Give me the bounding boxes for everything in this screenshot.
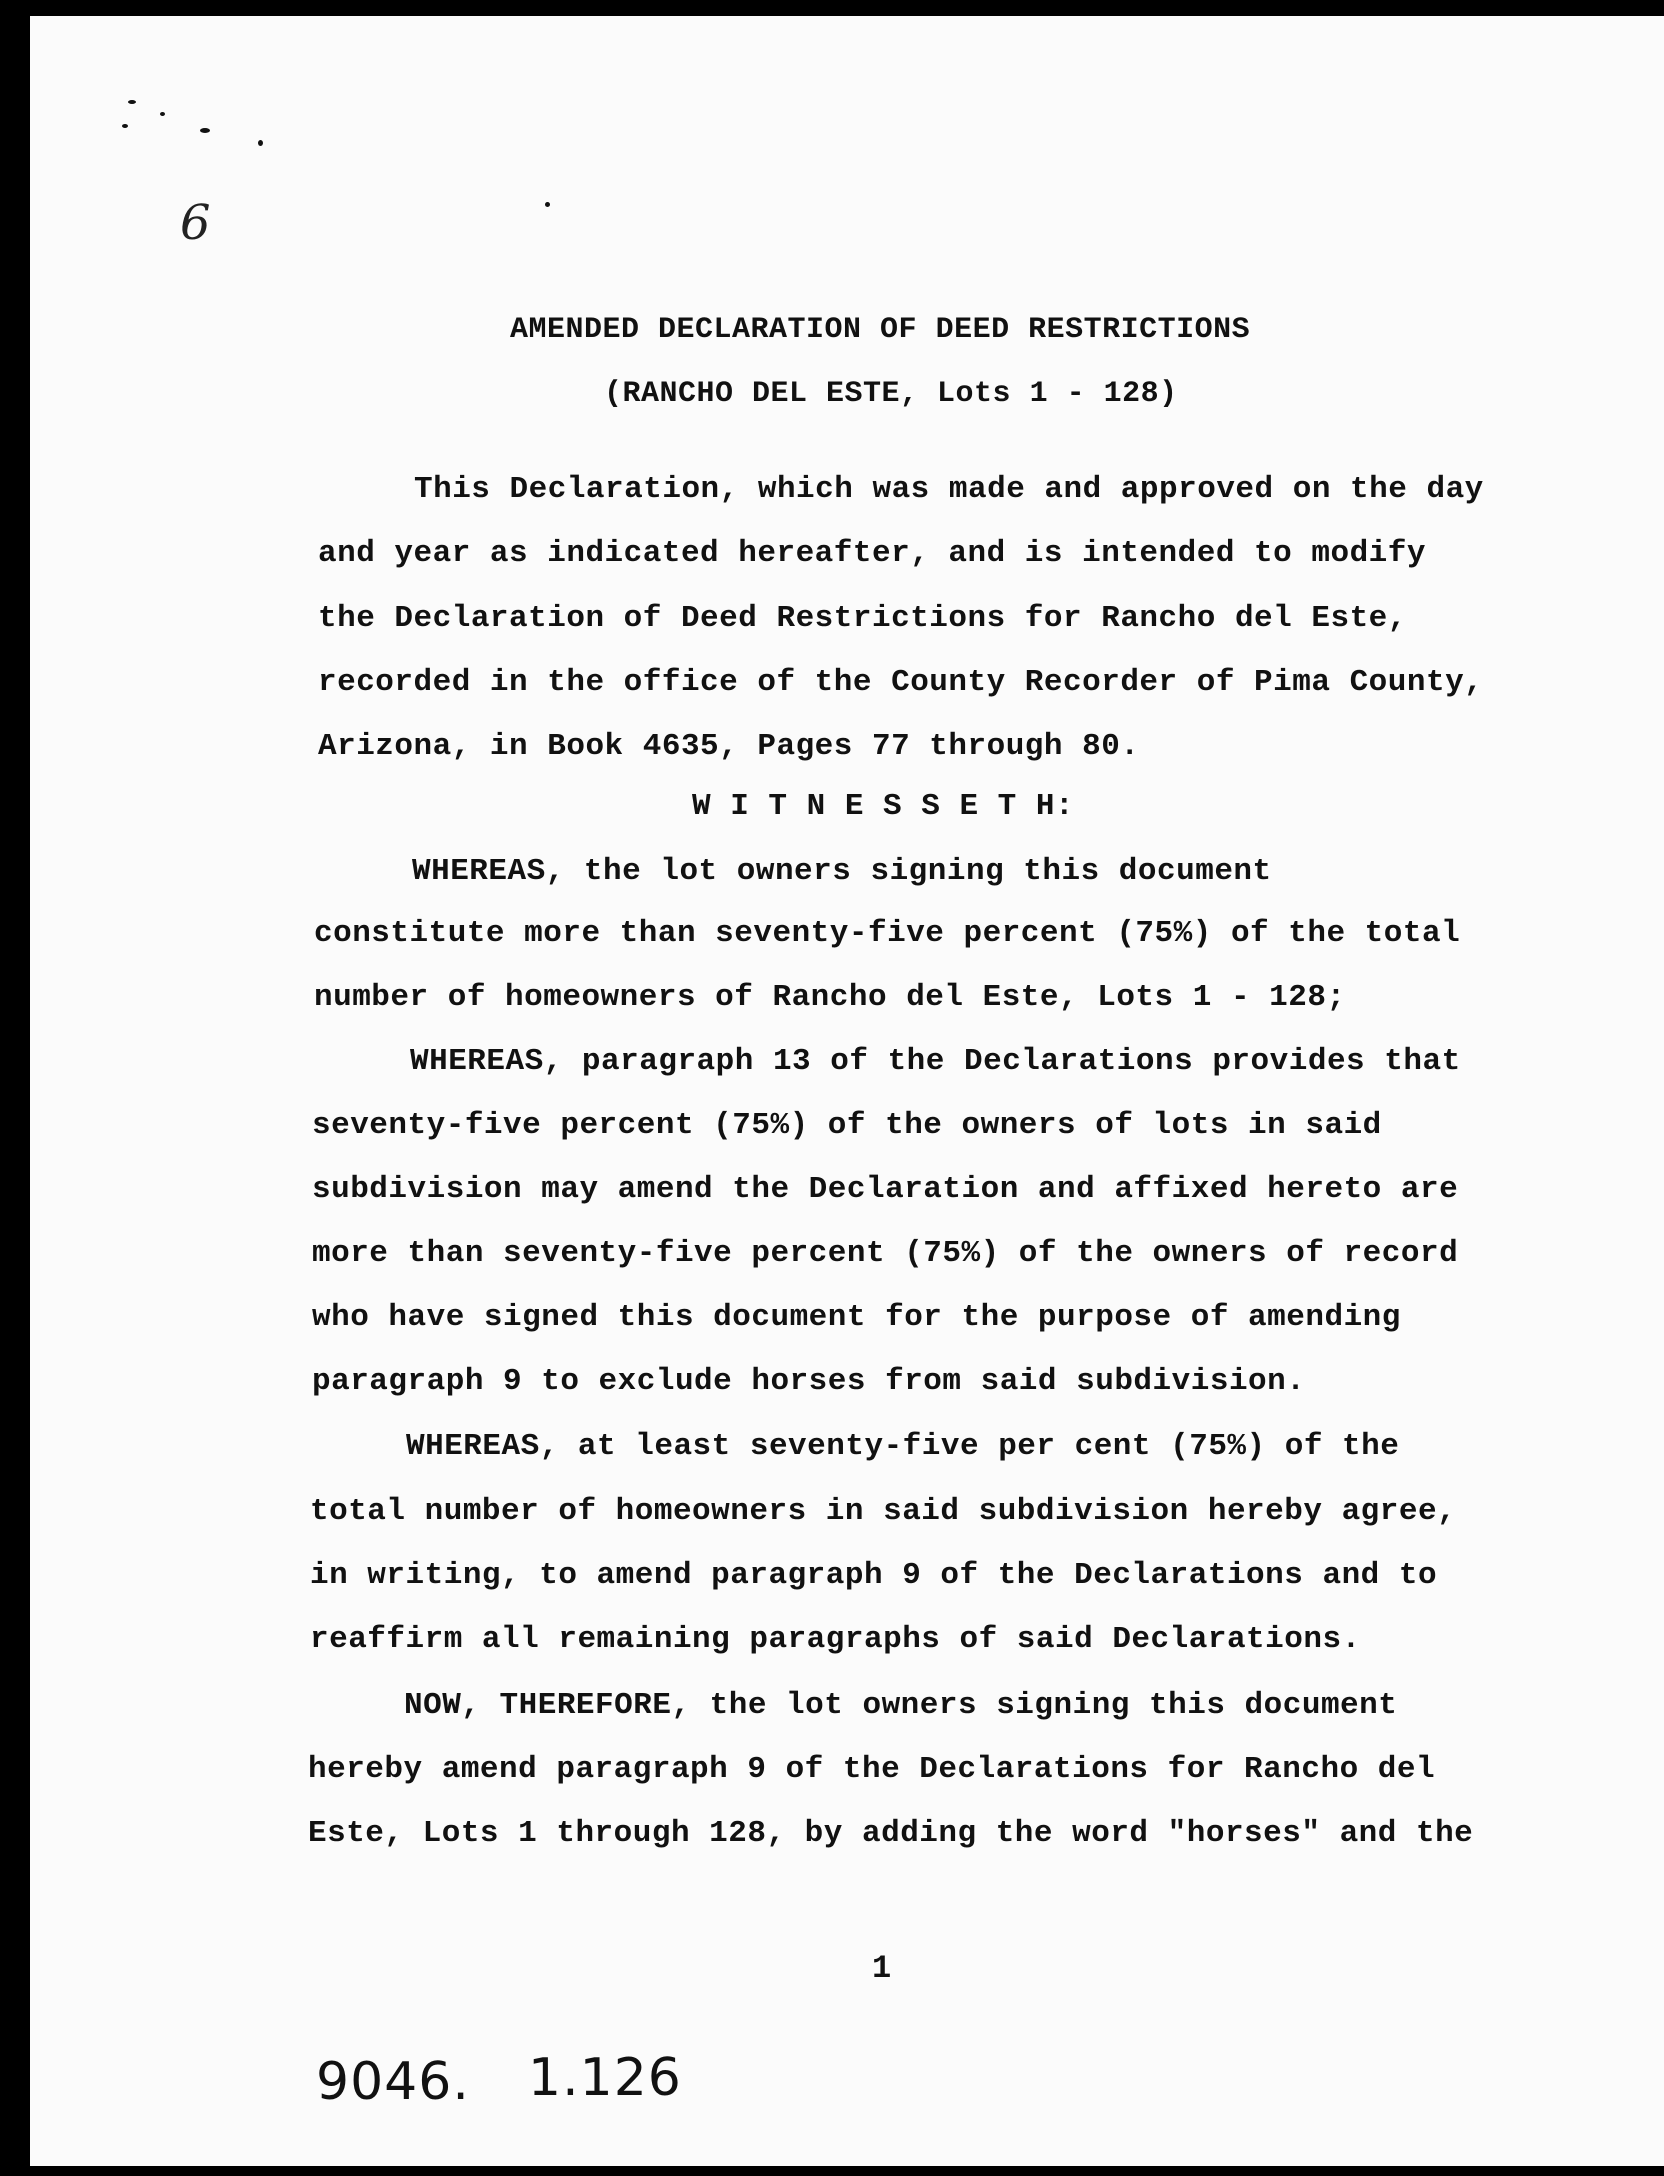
whereas-1-line-3: number of homeowners of Rancho del Este, Lots 1 - 128; xyxy=(314,980,1346,1015)
whereas-1-line-1: WHEREAS, the lot owners signing this document xyxy=(412,854,1272,889)
scan-speck xyxy=(200,128,210,133)
whereas-2-line-6: paragraph 9 to exclude horses from said subdivision. xyxy=(312,1364,1306,1399)
whereas-3-line-1: WHEREAS, at least seventy-five per cent (75%) of the xyxy=(406,1429,1400,1464)
intro-line-5: Arizona, in Book 4635, Pages 77 through 80. xyxy=(318,729,1140,764)
document-subtitle: (RANCHO DEL ESTE, Lots 1 - 128) xyxy=(604,377,1178,411)
intro-line-2: and year as indicated hereafter, and is intended to modify xyxy=(318,536,1426,571)
scan-speck xyxy=(545,202,550,207)
therefore-line-3: Este, Lots 1 through 128, by adding the word "horses" and the xyxy=(308,1816,1474,1851)
whereas-1-line-2: constitute more than seventy-five percent (75%) of the total xyxy=(314,916,1461,951)
whereas-3-line-4: reaffirm all remaining paragraphs of said Declarations. xyxy=(310,1622,1361,1657)
whereas-2-line-1: WHEREAS, paragraph 13 of the Declarations provides that xyxy=(410,1044,1461,1079)
whereas-2-line-5: who have signed this document for the purpose of amending xyxy=(312,1300,1401,1335)
therefore-line-2: hereby amend paragraph 9 of the Declarations for Rancho del xyxy=(308,1752,1436,1787)
whereas-3-line-3: in writing, to amend paragraph 9 of the Declarations and to xyxy=(310,1558,1438,1593)
intro-line-3: the Declaration of Deed Restrictions for Rancho del Este, xyxy=(318,601,1407,636)
document-number-right: 1.126 xyxy=(528,2048,682,2108)
whereas-2-line-2: seventy-five percent (75%) of the owners of lots in said xyxy=(312,1108,1382,1143)
scan-speck xyxy=(258,140,263,146)
witnesseth-heading: W I T N E S S E T H: xyxy=(692,789,1075,824)
handwritten-mark: 6 xyxy=(180,195,211,251)
whereas-3-line-2: total number of homeowners in said subdivision hereby agree, xyxy=(310,1494,1457,1529)
intro-line-4: recorded in the office of the County Recorder of Pima County, xyxy=(318,665,1484,700)
whereas-2-line-4: more than seventy-five percent (75%) of the owners of record xyxy=(312,1236,1459,1271)
page-number: 1 xyxy=(872,1950,892,1987)
scan-speck xyxy=(160,112,165,116)
document-number-left: 9046. xyxy=(316,2052,470,2112)
intro-line-1: This Declaration, which was made and approved on the day xyxy=(414,472,1484,507)
document-title: AMENDED DECLARATION OF DEED RESTRICTIONS xyxy=(510,313,1251,347)
scan-speck xyxy=(128,100,136,104)
scan-speck xyxy=(122,124,128,128)
whereas-2-line-3: subdivision may amend the Declaration and affixed hereto are xyxy=(312,1172,1459,1207)
therefore-line-1: NOW, THEREFORE, the lot owners signing this document xyxy=(404,1688,1398,1723)
